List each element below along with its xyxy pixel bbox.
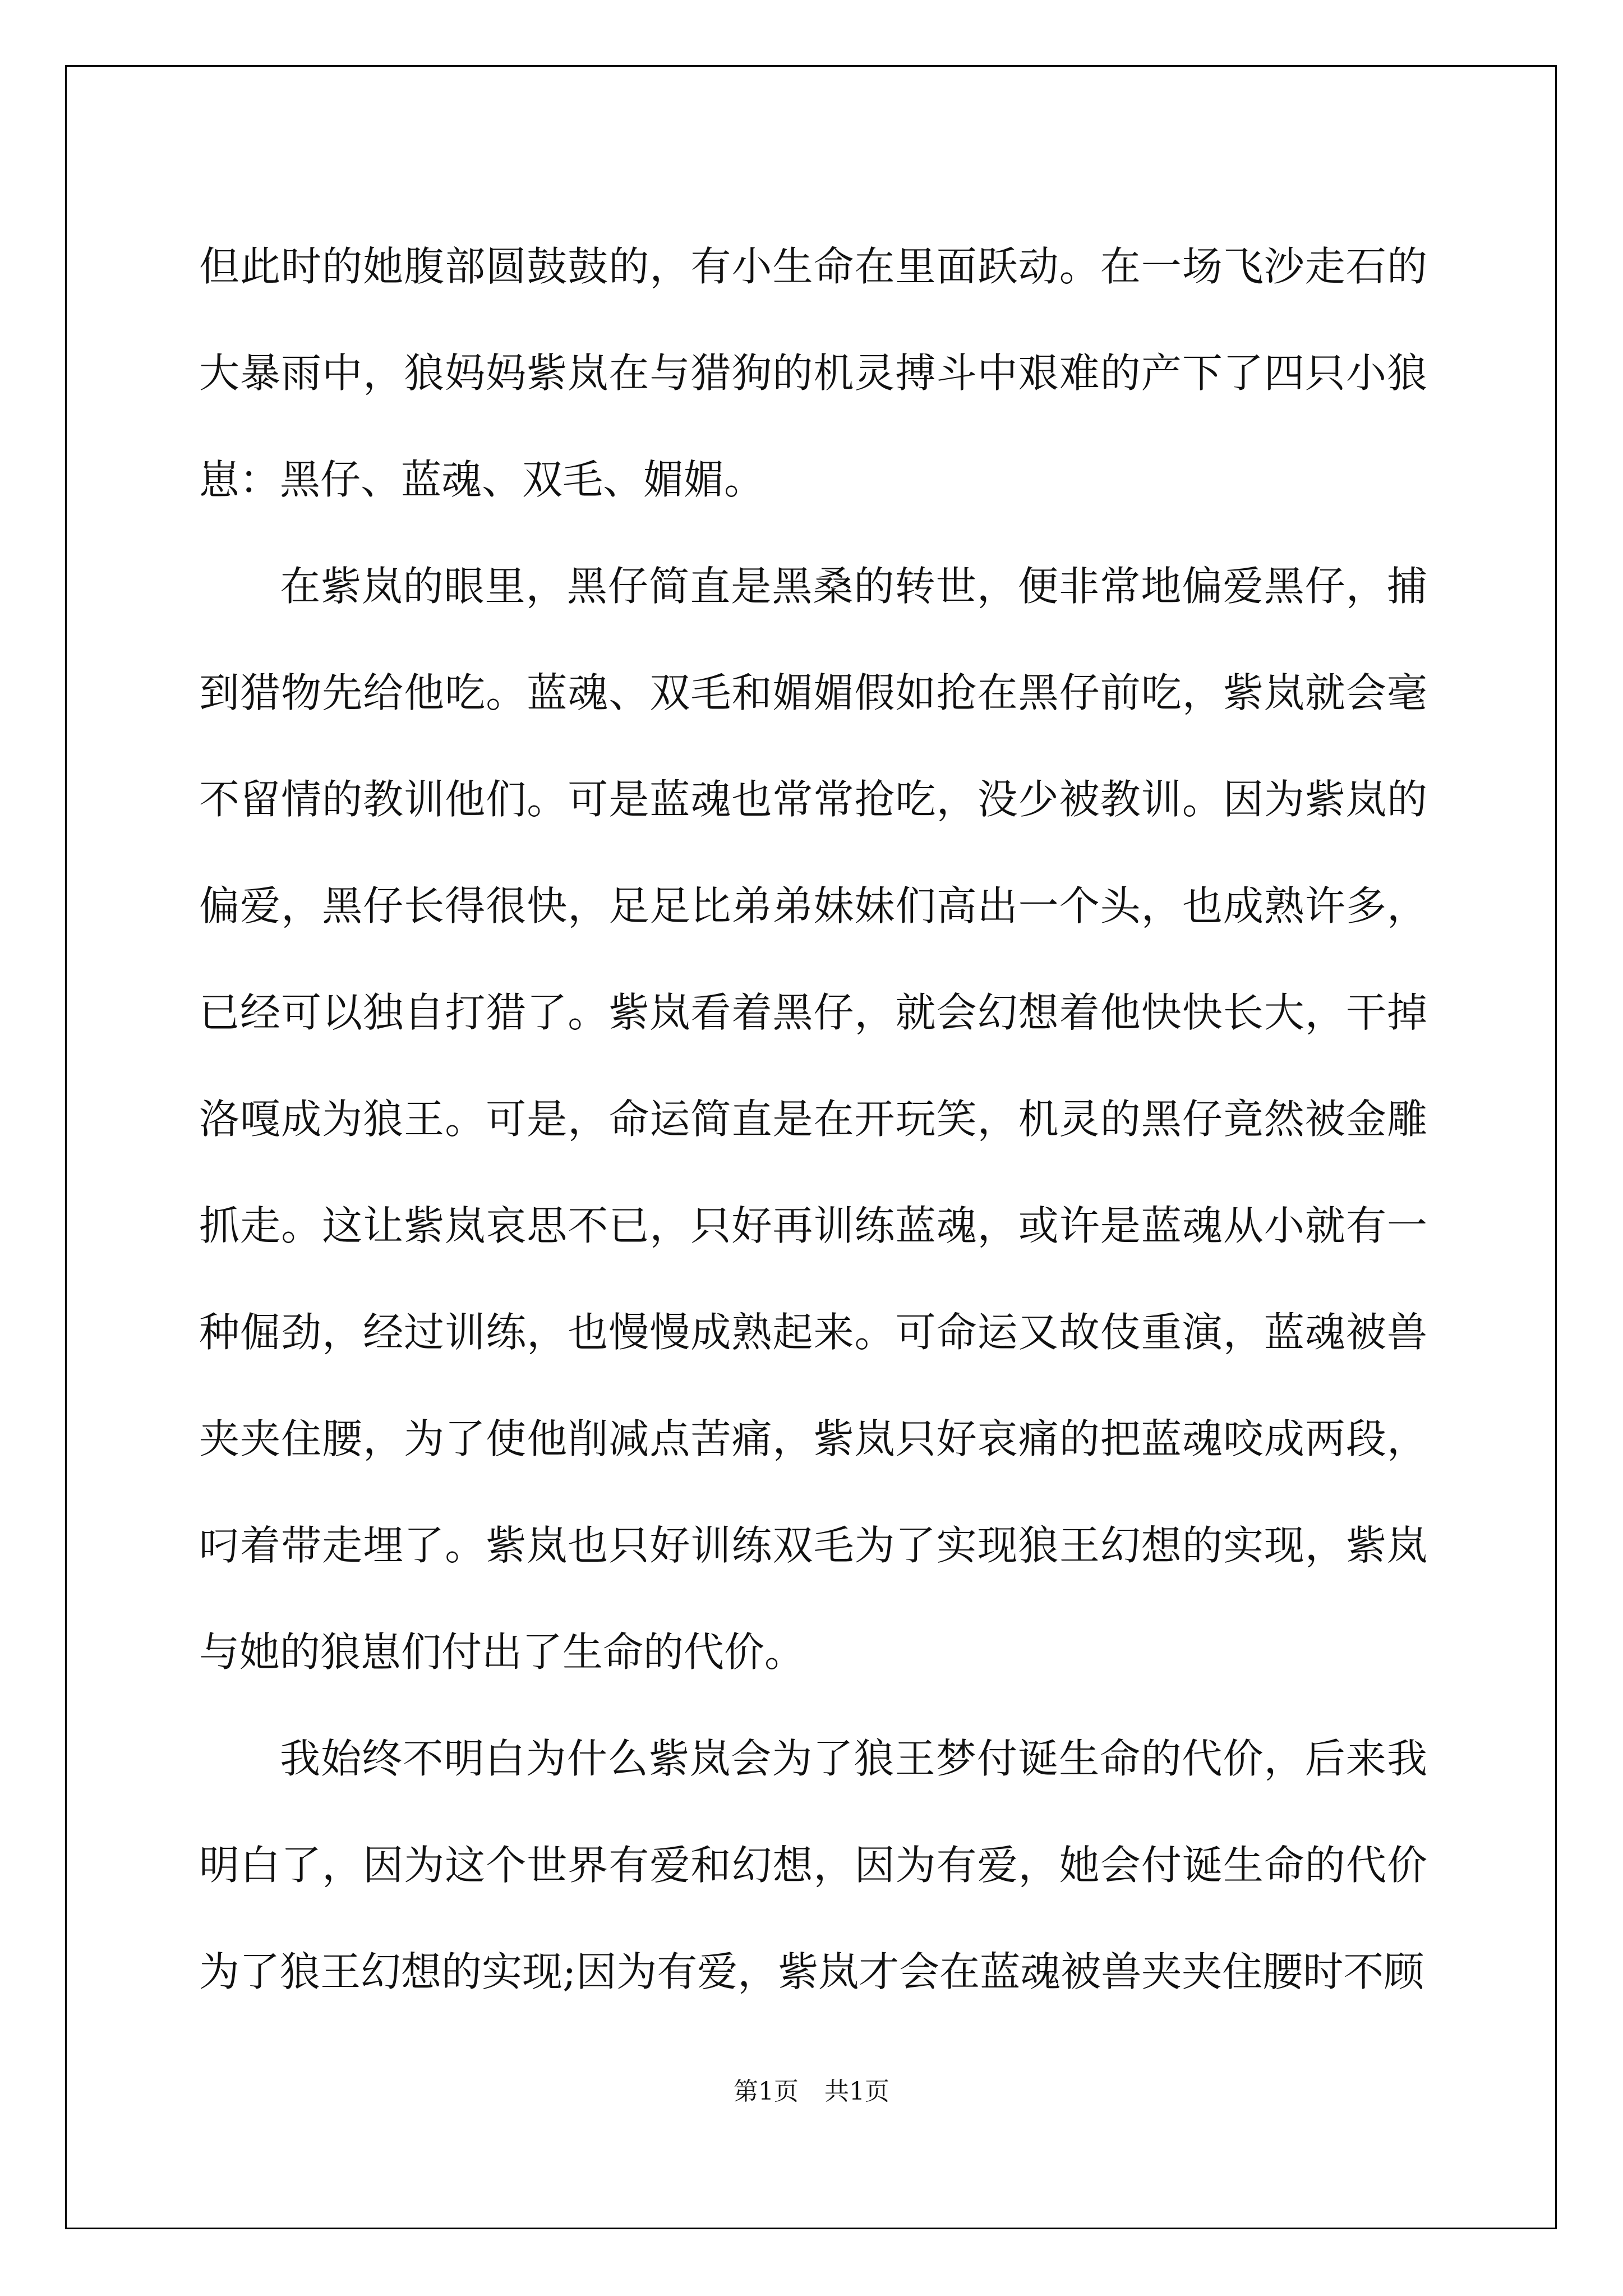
body-text — [199, 213, 1427, 2025]
paragraph-3: 我始终不明白为什么紫岚会为了狼王梦付诞生命的代价，后来我明白了，因为这个世界有爱和幻想，因为有爱，她会付诞生命的代价为了狼王幻想的实现;因为有爱，紫岚才会在蓝魂被兽夹夹住腰时不顾 — [199, 1735, 1427, 1995]
paragraph-1: 但此时的她腹部圆鼓鼓的，有小生命在里面跃动。在一场飞沙走石的大暴雨中，狼妈妈紫岚在与猎狗的机灵搏斗中艰难的产下了四只小狼崽：黑仔、蓝魂、双毛、媚媚。 — [199, 243, 1427, 503]
page-total: 共1页 — [824, 2077, 889, 2106]
page-number: 第1页 — [734, 2077, 799, 2106]
paragraph-2: 在紫岚的眼里，黑仔简直是黑桑的转世，便非常地偏爱黑仔，捕到猎物先给他吃。蓝魂、双毛和媚媚假如抢在黑仔前吃，紫岚就会毫不留情的教训他们。可是蓝魂也常常抢吃，没少被教训。因为紫岚的偏爱，黑仔长得很快，足足比弟弟妹妹们高出一个头，也成熟许多，已经可以独自打猎了。紫岚看着黑仔，就会幻想着他快快长大，干掉洛嘎成为狼王。可是，命运简直是在开玩笑，机灵的黑仔竟然被金雕抓走。这让紫岚哀思不已，只好再训练蓝魂，或许是蓝魂从小就有一种倔劲，经过训练，也慢慢成熟起来。可命运又故伎重演，蓝魂被兽夹夹住腰，为了使他削减点苦痛，紫岚只好哀痛的把蓝魂咬成两段，叼着带走埋了。紫岚也只好训练双毛为了实现狼王幻想的实现，紫岚与她的狼崽们付出了生命的代价。 — [199, 563, 1427, 1676]
page-footer — [0, 2071, 1623, 2107]
